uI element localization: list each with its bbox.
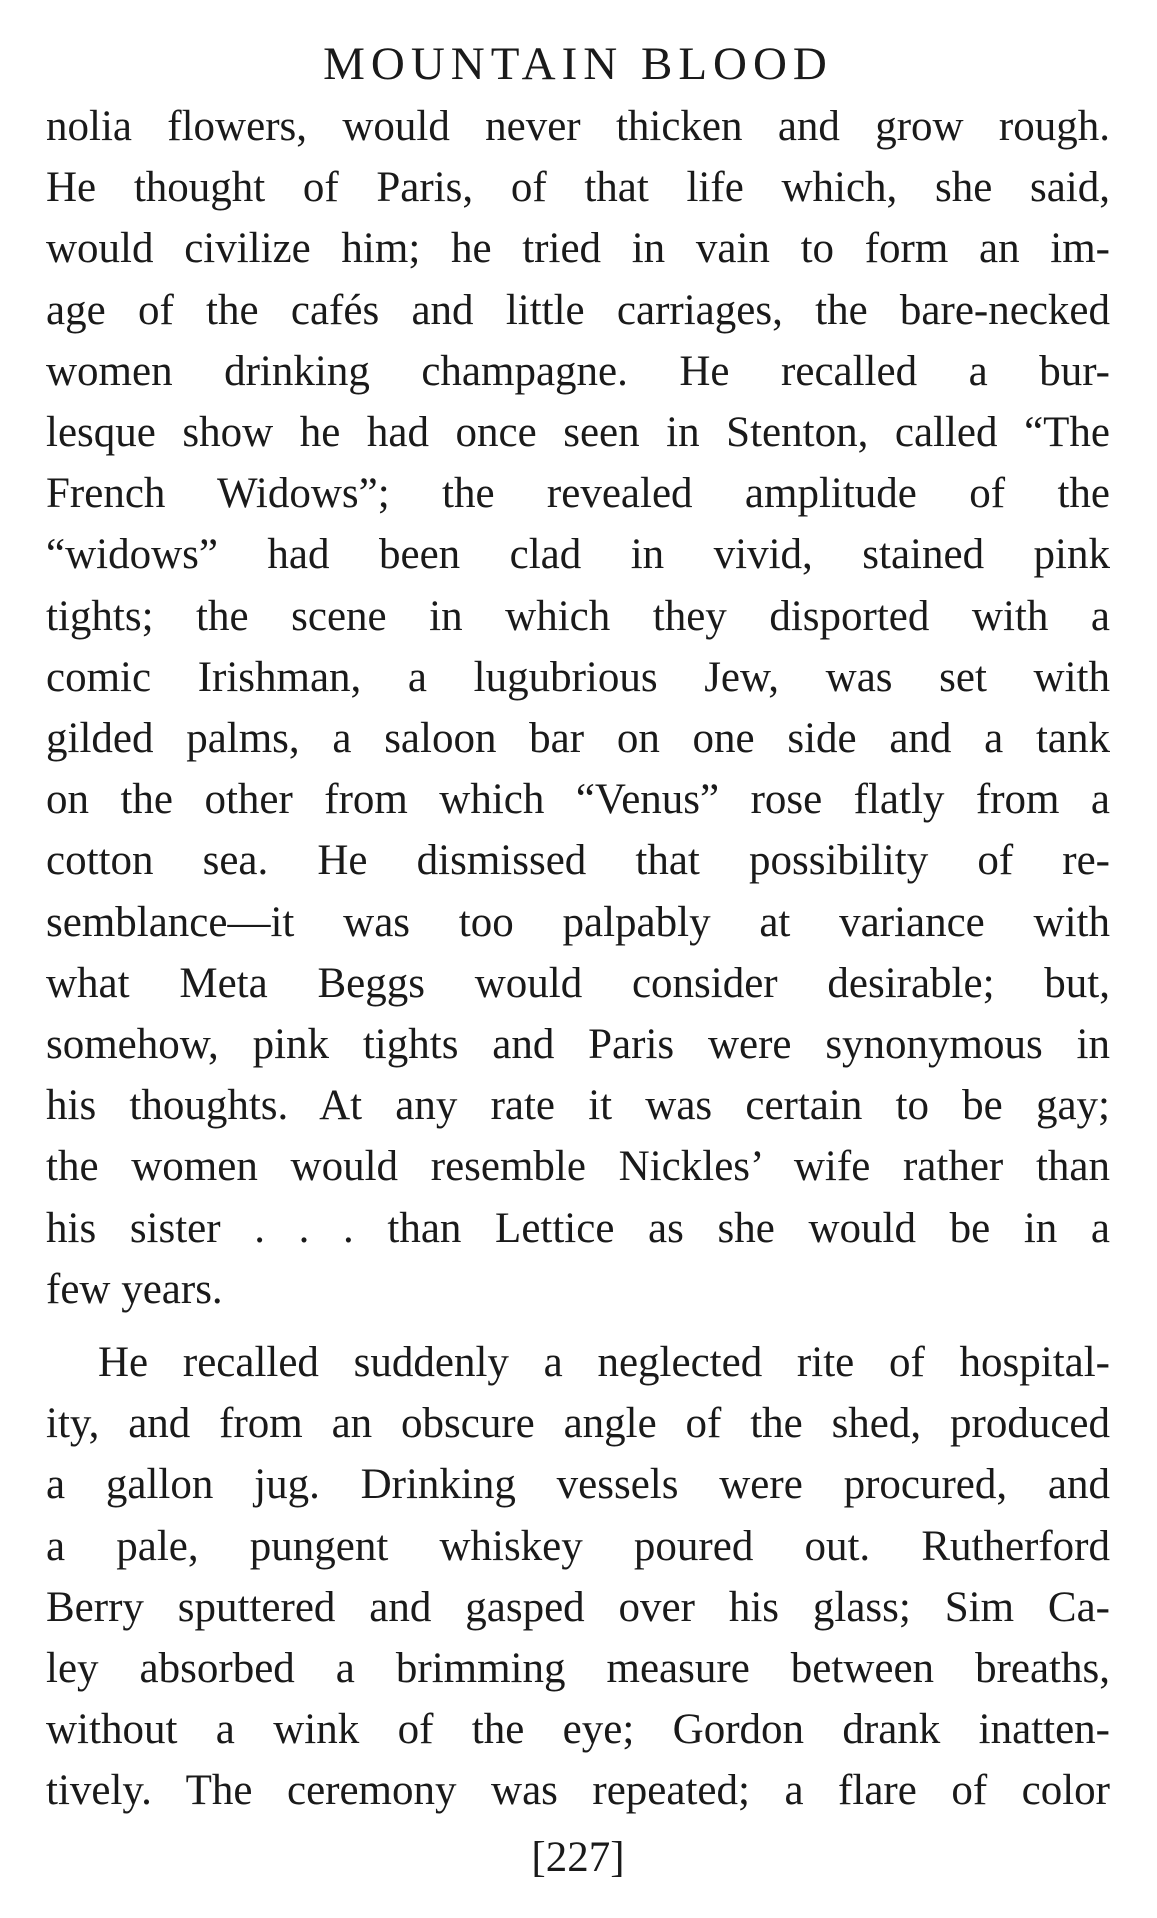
text-line: on the other from which “Venus” rose flatly from a	[46, 776, 1110, 824]
text-line: He recalled suddenly a neglected rite of hospital-	[98, 1339, 1110, 1387]
paragraph-1	[46, 96, 1110, 1320]
text-line: “widows” had been clad in vivid, stained pink	[46, 531, 1110, 579]
text-line: his thoughts. At any rate it was certain to be gay;	[46, 1082, 1110, 1130]
text-line: cotton sea. He dismissed that possibility of re-	[46, 837, 1110, 885]
text-line: a gallon jug. Drinking vessels were procured, and	[46, 1461, 1110, 1509]
text-line: a pale, pungent whiskey poured out. Rutherford	[46, 1522, 1110, 1570]
running-head: MOUNTAIN BLOOD	[323, 38, 833, 90]
text-line: his sister . . . than Lettice as she would be in a	[46, 1204, 1110, 1252]
text-line: comic Irishman, a lugubrious Jew, was set with	[46, 653, 1110, 701]
text-line: the women would resemble Nickles’ wife rather than	[46, 1143, 1110, 1191]
text-line: lesque show he had once seen in Stenton, called “The	[46, 409, 1110, 457]
text-line: age of the cafés and little carriages, the bare-necked	[46, 286, 1110, 334]
text-line: women drinking champagne. He recalled a bur-	[46, 347, 1110, 395]
page-number: [227]	[531, 1833, 625, 1881]
text-line: He thought of Paris, of that life which, she said,	[46, 164, 1110, 212]
text-line: gilded palms, a saloon bar on one side and a tank	[46, 715, 1110, 763]
text-line: without a wink of the eye; Gordon drank inatten-	[46, 1706, 1110, 1754]
book-page	[46, 30, 1110, 1888]
paragraph-2	[46, 1332, 1110, 1822]
text-line: tights; the scene in which they disported with a	[46, 592, 1110, 640]
text-line: Berry sputtered and gasped over his glass; Sim Ca-	[46, 1583, 1110, 1631]
text-line: ity, and from an obscure angle of the shed, produced	[46, 1400, 1110, 1448]
paragraph-gap	[46, 1320, 1110, 1332]
text-line: ley absorbed a brimming measure between breaths,	[46, 1645, 1110, 1693]
text-line: nolia flowers, would never thicken and grow rough.	[46, 103, 1110, 150]
text-line: tively. The ceremony was repeated; a flare of color	[46, 1767, 1110, 1815]
text-line: French Widows”; the revealed amplitude of the	[46, 470, 1110, 518]
text-line: what Meta Beggs would consider desirable; but,	[46, 959, 1110, 1007]
text-line: somehow, pink tights and Paris were synonymous in	[46, 1021, 1110, 1069]
text-line: would civilize him; he tried in vain to form an im-	[46, 225, 1110, 273]
text-line: few years.	[46, 1265, 223, 1313]
text-line: semblance—it was too palpably at variance with	[46, 898, 1110, 946]
